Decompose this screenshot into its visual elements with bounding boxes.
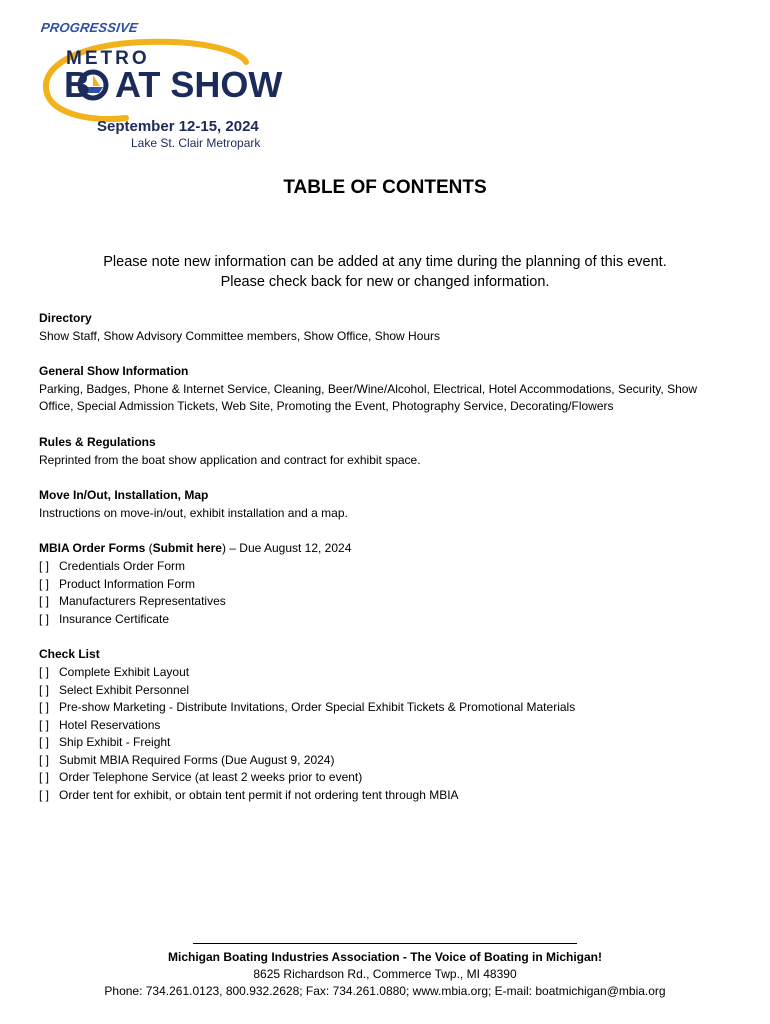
list-item (39, 664, 729, 682)
item-label: Order Telephone Service (at least 2 weeks prior to event) (59, 770, 363, 785)
list-item (39, 787, 729, 805)
order-forms-heading-line (39, 540, 729, 558)
item-label: Product Information Form (59, 576, 196, 591)
checkbox[interactable]: [ ] (39, 611, 50, 626)
submit-here-link[interactable]: Submit here (152, 541, 222, 556)
submit-paren-open: ( (145, 541, 153, 556)
section-description: Instructions on move-in/out, exhibit installation and a map. (39, 505, 348, 520)
item-label: Pre-show Marketing - Distribute Invitations, Order Special Exhibit Tickets & Promotional Materials (59, 700, 576, 715)
item-label: Select Exhibit Personnel (59, 682, 190, 697)
notice-text (0, 252, 770, 292)
checkbox[interactable]: [ ] (39, 682, 50, 697)
item-label: Ship Exhibit - Freight (59, 735, 171, 750)
checklist-list (39, 664, 729, 805)
item-label: Complete Exhibit Layout (59, 664, 190, 679)
notice-line-1: Please note new information can be added at any time during the planning of this event. (103, 254, 667, 270)
checkbox[interactable]: [ ] (39, 558, 50, 573)
list-item (39, 593, 729, 611)
section-heading: MBIA Order Forms (39, 541, 146, 556)
checkbox[interactable]: [ ] (39, 788, 50, 803)
list-item (39, 682, 729, 700)
list-item (39, 576, 729, 594)
item-label: Credentials Order Form (59, 558, 186, 573)
section-description: Parking, Badges, Phone & Internet Service, Cleaning, Beer/Wine/Alcohol, Electrical, Hotel Accommodations, Security, Show Office, Special Admission Tickets, Web Site, Promoting the Event, Photography Service, Decorating/Flowers (39, 381, 698, 414)
section-heading[interactable]: Move In/Out, Installation, Map (39, 488, 209, 503)
section-move-in-out (39, 487, 729, 522)
list-item (39, 752, 729, 770)
event-venue: Lake St. Clair Metropark (131, 136, 261, 150)
section-check-list (39, 646, 729, 804)
item-label: Hotel Reservations (59, 717, 161, 732)
item-label: Insurance Certificate (59, 611, 170, 626)
item-label: Order tent for exhibit, or obtain tent permit if not ordering tent through MBIA (59, 788, 459, 803)
page-footer (0, 949, 770, 1000)
checkbox[interactable]: [ ] (39, 735, 50, 750)
section-description: Show Staff, Show Advisory Committee members, Show Office, Show Hours (39, 328, 441, 343)
sponsor-wordmark: PROGRESSIVE (39, 20, 139, 35)
section-directory (39, 310, 729, 345)
logo-metro-text: METRO (66, 48, 150, 69)
section-heading[interactable]: General Show Information (39, 364, 189, 379)
order-forms-list (39, 558, 729, 628)
metro-boat-show-logo (36, 18, 286, 153)
section-general-show-information (39, 363, 729, 416)
section-heading: Check List (39, 647, 100, 662)
list-item (39, 611, 729, 629)
section-rules-regulations (39, 434, 729, 469)
checkbox[interactable]: [ ] (39, 717, 50, 732)
footer-organization: Michigan Boating Industries Association - The Voice of Boating in Michigan! (167, 950, 603, 964)
footer-address: 8625 Richardson Rd., Commerce Twp., MI 48390 (253, 967, 517, 981)
event-dates: September 12-15, 2024 (97, 118, 259, 135)
contents-list (39, 310, 729, 823)
checkbox[interactable]: [ ] (39, 576, 50, 591)
list-item (39, 734, 729, 752)
section-mbia-order-forms (39, 540, 729, 628)
checkbox[interactable]: [ ] (39, 664, 50, 679)
logo-boat-show-display: B AT SHOW (64, 64, 283, 105)
submit-due-text: ) – Due August 12, 2024 (221, 541, 352, 556)
footer-divider (193, 943, 577, 944)
item-label: Manufacturers Representatives (59, 594, 226, 609)
checkbox[interactable]: [ ] (39, 594, 50, 609)
list-item (39, 769, 729, 787)
list-item (39, 717, 729, 735)
footer-contact[interactable]: Phone: 734.261.0123, 800.932.2628; Fax: 734.261.0880; www.mbia.org; E-mail: boatmichigan@mbia.org (104, 984, 666, 998)
checkbox[interactable]: [ ] (39, 700, 50, 715)
list-item (39, 699, 729, 717)
page-title: TABLE OF CONTENTS (283, 177, 487, 198)
section-heading[interactable]: Directory (39, 311, 92, 325)
list-item (39, 558, 729, 576)
section-description: Reprinted from the boat show application and contract for exhibit space. (39, 452, 421, 467)
item-label: Submit MBIA Required Forms (Due August 9, 2024) (59, 752, 335, 767)
checkbox[interactable]: [ ] (39, 752, 50, 767)
section-heading[interactable]: Rules & Regulations (39, 434, 156, 449)
checkbox[interactable]: [ ] (39, 770, 50, 785)
notice-line-2: Please check back for new or changed information. (220, 274, 550, 290)
